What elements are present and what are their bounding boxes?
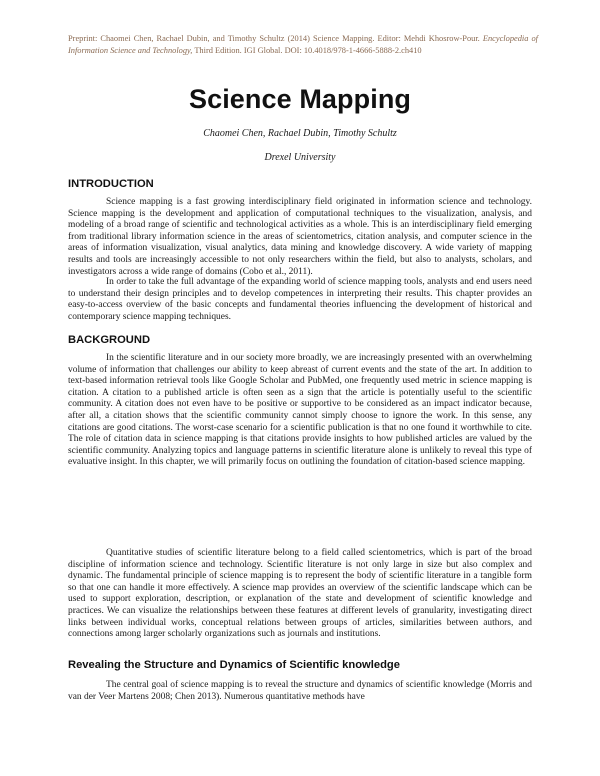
paragraph-intro-1: Science mapping is a fast growing interdisciplinary field originated in information science and technology. Science mapping is the development and application of computational techniques to the visualization, analysis, and modeling of a broad range of scientific and technological activities as a whole. This is an interdisciplinary field emerging from traditional library information science in the areas of scientometrics, citation analysis, and computer science in the areas of information visualization, visual analytics, data mining and knowledge discovery. A wide variety of mapping results and tools are increasingly accessible to not only researchers within the field, but also to analysts, scholars, and investigators across a wide range of domains (Cobo et al., 2011).	[68, 197, 532, 277]
preprint-book-title: Encyclopedia of Information Science and Technology,	[68, 34, 539, 55]
section-heading-revealing-structure: Revealing the Structure and Dynamics of Scientific knowledge	[68, 659, 400, 671]
preprint-notice	[68, 33, 538, 57]
section-heading-introduction: INTRODUCTION	[68, 178, 154, 190]
paragraph-revealing-1: The central goal of science mapping is to reveal the structure and dynamics of scientific knowledge (Morris and van der Veer Martens 2008; Chen 2013). Numerous quantitative methods have	[68, 680, 532, 702]
paragraph-intro-2: In order to take the full advantage of the expanding world of science mapping tools, analysts and end users need to understand their design principles and to develop competences in interpreting their results. This chapter provides an easy-to-access overview of the basic concepts and fundamental theories influencing the development of historical and contemporary science mapping techniques.	[68, 277, 532, 322]
preprint-publisher-doi: Third Edition. IGI Global. DOI: 10.4018/978-1-4666-5888-2.ch410	[192, 46, 422, 55]
paper-authors: Chaomei Chen, Rachael Dubin, Timothy Schultz	[203, 128, 397, 139]
paragraph-background-1: In the scientific literature and in our society more broadly, we are increasingly presented with an overwhelming volume of information that challenges our ability to keep abreast of current events and the state of the art. In addition to text-based information retrieval tools like Google Scholar and PubMed, one frequently used metric in science mapping is citation. A citation to a published article is often seen as a sign that the article is potentially useful to the scientific community. A citation does not even have to be positive or supportive to be considered as an impact indicator because, after all, a citation shows that the scientific community cannot simply choose to ignore the work. In this sense, any citations are good citations. The worst-case scenario for a scientific publication is that no one found it worthwhile to cite. The role of citation data in science mapping is that citations provide insights to how published articles are valued by the scientific community. Analyzing topics and language patterns in scientific literature alone is unlikely to reveal this type of evaluative insight. In this chapter, we will primarily focus on outlining the foundation of citation-based science mapping.	[68, 353, 532, 468]
preprint-citation: Preprint: Chaomei Chen, Rachael Dubin, and Timothy Schultz (2014) Science Mapping. Editor: Mehdi Khosrow-Pour.	[68, 34, 480, 43]
paper-title: Science Mapping	[188, 84, 412, 114]
paragraph-background-2: Quantitative studies of scientific literature belong to a field called scientometrics, which is part of the broad discipline of information science and technology. Scientific literature is not only large in size but also complex and dynamic. The fundamental principle of science mapping is to represent the body of scientific literature in a tangible form so that one can handle it more effectively. A science map provides an overview of the scientific landscape which can be used to support exploration, description, or explanation of the state and development of scientific knowledge and practices. We can visualize the relationships between these features at different levels of granularity, investigating direct links between individual works, conceptual relations between groups of articles, similarities between authors, and connections among larger scholarly organizations such as journals and institutions.	[68, 548, 532, 640]
paper-affiliation: Drexel University	[264, 152, 336, 163]
section-heading-background: BACKGROUND	[68, 334, 151, 346]
